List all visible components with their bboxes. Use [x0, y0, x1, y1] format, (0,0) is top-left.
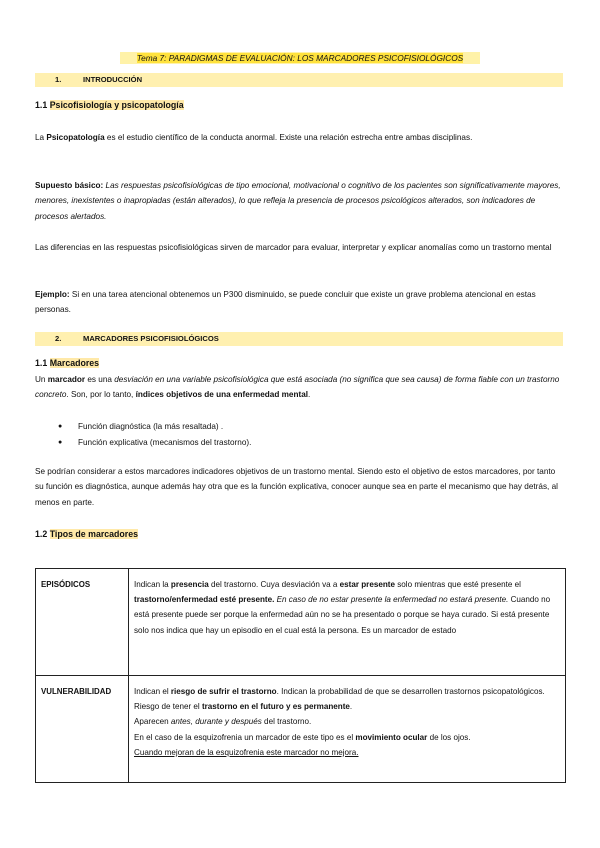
table-cell-vulnerabilidad — [129, 676, 566, 783]
text-run: Indican el — [134, 687, 171, 696]
subheading-psicofisiologia — [35, 100, 184, 110]
subheading-number: 1.2 — [35, 529, 48, 539]
section-heading-marcadores — [35, 332, 563, 346]
text-run: Se podrían considerar a estos marcadores indicadores objetivos de un trastorno mental. Siendo esto el objetivo de estos marcadores, por tanto su función es diagnóstica, aunque además hay otra que es la función explicativa, conocer aunque sea en parte el mecanismo que hay detrás, al menos en parte. — [35, 467, 558, 507]
text-run: antes, durante y después — [170, 717, 262, 727]
table-tipos-marcadores — [35, 568, 566, 783]
text-run: trastorno/enfermedad esté presente. — [134, 595, 275, 605]
text-run: riesgo de sufrir el trastorno — [170, 687, 277, 696]
paragraph-diferencias — [35, 240, 565, 255]
text-run: del trastorno. — [261, 717, 312, 727]
label-ejemplo: Ejemplo: — [35, 290, 70, 299]
text-run: del trastorno. Cuya desviación va a — [208, 580, 340, 589]
section-label: MARCADORES PSICOFISIOLÓGICOS — [83, 334, 219, 343]
table-row — [36, 569, 566, 676]
subheading-marcadores — [35, 358, 99, 368]
page-title — [120, 52, 480, 64]
paragraph-considerar — [35, 464, 565, 510]
text-run-underlined: Cuando mejoran de la esquizofrenia este marcador no mejora. — [134, 747, 359, 757]
text-run: En el caso de la esquizofrenia un marcador de este tipo es el — [134, 732, 356, 742]
term-psicopatologia: Psicopatología — [46, 133, 105, 142]
subheading-label: Psicofisiología y psicopatología — [49, 100, 184, 110]
paragraph-psicopatologia — [35, 130, 565, 145]
page-title-text: Tema 7: PARADIGMAS DE EVALUACIÓN: LOS MARCADORES PSICOFISIOLÓGICOS — [136, 53, 464, 63]
text-run: Si en una tarea atencional obtenemos un P300 disminuido, se puede concluir que existe un grave problema atencional en estas personas. — [35, 290, 536, 315]
text-run: es una — [85, 375, 115, 384]
bullet-list-funciones — [58, 419, 251, 451]
text-run: . — [308, 390, 311, 400]
text-run: trastorno en el futuro y es permanente — [201, 702, 350, 712]
paragraph-supuesto-basico — [35, 178, 565, 224]
list-item: ● Función diagnóstica (la más resaltada) . — [58, 419, 251, 435]
text-run: desviación en una variable psicofisiológica que está asociada (no significa que sea causa) de forma fiable con un trastorno concreto — [35, 375, 560, 400]
paragraph-ejemplo — [35, 287, 565, 318]
table-head-episodicos: EPISÓDICOS — [36, 569, 129, 676]
subheading-number: 1.1 — [35, 100, 48, 110]
list-item: ● Función explicativa (mecanismos del trastorno). — [58, 435, 251, 451]
term-marcador: marcador — [47, 375, 86, 384]
label-supuesto-basico: Supuesto básico: — [35, 181, 104, 190]
subheading-tipos-marcadores — [35, 529, 138, 539]
text-run: presencia — [170, 580, 209, 589]
subheading-label: Tipos de marcadores — [49, 529, 139, 539]
text-run: de los ojos. — [427, 732, 471, 742]
section-label: INTRODUCCIÓN — [83, 75, 143, 84]
section-heading-introduccion — [35, 73, 563, 87]
text-run: Indican la — [134, 580, 171, 589]
text-run: es el estudio científico de la conducta anormal. Existe una relación estrecha entre ambas disciplinas. — [104, 133, 473, 142]
text-run: . Son, por lo tanto, — [66, 390, 136, 400]
text-run: Cuando no está presente puede ser porque la enfermedad aún no se ha presentado o porque se haya curado. Si está presente solo nos indica que hay un episodio en el cual está la persona. Es un marcador de estado — [134, 595, 551, 635]
table-row — [36, 676, 566, 783]
text-run: solo mientras que esté presente el — [394, 580, 521, 589]
section-number: 1. — [55, 75, 62, 84]
text-run: estar presente — [339, 580, 395, 589]
subheading-number: 1.1 — [35, 358, 48, 368]
text-run: . — [349, 702, 353, 712]
section-number: 2. — [55, 334, 62, 343]
term-indices-objetivos: índices objetivos de una enfermedad mental — [135, 390, 309, 400]
table-cell-episodicos — [129, 569, 566, 676]
subheading-label: Marcadores — [49, 358, 100, 368]
text-run: La — [35, 133, 47, 142]
paragraph-marcador-definicion — [35, 372, 565, 403]
table-head-vulnerabilidad: VULNERABILIDAD — [36, 676, 129, 783]
text-run: Aparecen — [134, 717, 171, 727]
text-run: En caso de no estar presente la enfermedad no estará presente. — [276, 595, 509, 605]
text-run: Un — [35, 375, 48, 384]
text-run: . Indican la probabilidad de que se desarrollen trastornos psicopatológicos. Riesgo de tener el — [134, 687, 545, 712]
text-run: Las diferencias en las respuestas psicofisiológicas sirven de marcador para evaluar, interpretar y explicar anomalías como un trastorno mental — [35, 243, 552, 252]
text-run: movimiento ocular — [355, 732, 428, 742]
text-run: Las respuestas psicofisiológicas de tipo emocional, motivacional o cognitivo de los pacientes son significativamente mayores, menores, inexistentes o inapropiadas (están alterados), lo que refleja la presencia de procesos psicológicos alterados, son indicadores de procesos alertados. — [35, 181, 561, 221]
